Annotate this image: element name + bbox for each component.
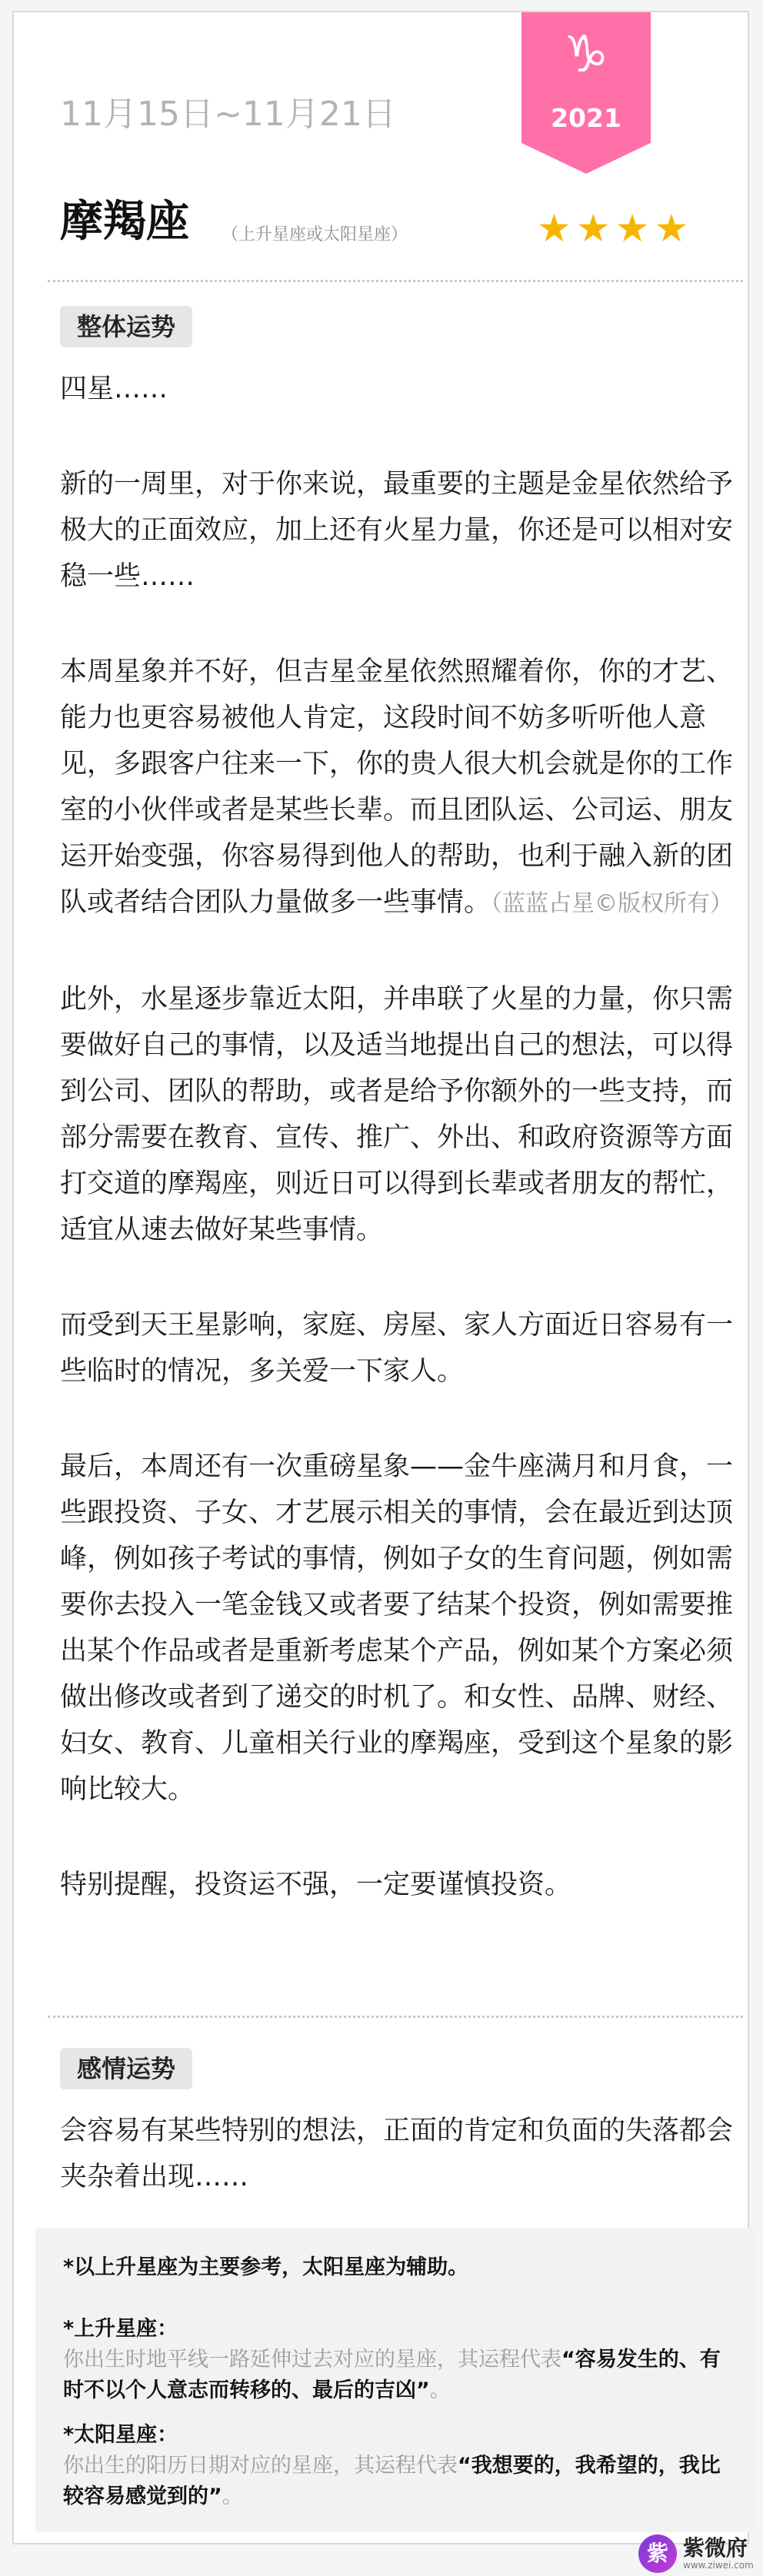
sun-sign-title: *太阳星座： bbox=[63, 2423, 178, 2447]
paragraph: 新的一周里，对于你来说，最重要的主题是金星依然给予极大的正面效应，加上还有火星力量，你还是可以相对安稳一些…… bbox=[60, 469, 734, 592]
divider bbox=[48, 280, 743, 282]
year-ribbon-badge bbox=[521, 12, 651, 174]
date-range: 11月15日~11月21日 bbox=[60, 95, 396, 134]
site-url: www.ziwei.com bbox=[683, 2560, 754, 2571]
sun-sign-end: 。 bbox=[222, 2485, 243, 2508]
paragraph: 会容易有某些特别的想法，正面的肯定和负面的失落都会夹杂着出现…… bbox=[60, 2116, 734, 2192]
sun-sign-quote: “我想要的，我希望的，我比较容易感觉到的” bbox=[63, 2454, 721, 2508]
divider bbox=[48, 2016, 743, 2018]
horoscope-card bbox=[12, 11, 749, 2544]
paragraph: 此外，水星逐步靠近太阳，并串联了火星的力量，你只需要做好自己的事情，以及适当地提出自己的想法，可以得到公司、团队的帮助，或者是给予你额外的一些支持，而部分需要在教育、宣传、推广、外出、和政府资源等方面打交道的摩羯座，则近日可以得到长辈或者朋友的帮忙，适宜从速去做好某些事情。 bbox=[60, 984, 734, 1245]
paragraph bbox=[60, 649, 737, 927]
capricorn-icon: ♑ bbox=[563, 25, 609, 84]
overall-fortune-tag: 整体运势 bbox=[60, 306, 192, 347]
rising-sign-desc: 你出生时地平线一路延伸过去对应的星座，其运程代表 bbox=[63, 2348, 561, 2372]
love-fortune-tag: 感情运势 bbox=[60, 2048, 192, 2089]
site-logo-icon: 紫 bbox=[638, 2534, 677, 2573]
site-name: 紫微府 bbox=[683, 2535, 748, 2561]
overall-fortune-body bbox=[60, 366, 737, 1957]
sign-title: 摩羯座 bbox=[60, 197, 189, 247]
rising-sign-note bbox=[63, 2314, 725, 2406]
rating-stars: ★★★★ bbox=[537, 206, 694, 251]
footnote-box bbox=[35, 2228, 754, 2532]
paragraph: 四星…… bbox=[60, 374, 168, 404]
sun-sign-desc: 你出生的阳历日期对应的星座，其运程代表 bbox=[63, 2454, 458, 2478]
paragraph-text: 本周星象并不好，但吉星金星依然照耀着你，你的才艺、能力也更容易被他人肯定，这段时间不妨多听听他人意见，多跟客户往来一下，你的贵人很大机会就是你的工作室的小伙伴或者是某些长辈。而且团队运、公司运、朋友运开始变强，你容易得到他人的帮助，也利于融入新的团队或者结合团队力量做多一些事情。 bbox=[60, 656, 734, 918]
sun-sign-note bbox=[63, 2420, 725, 2512]
footnote-main: *以上升星座为主要参考，太阳星座为辅助。 bbox=[63, 2255, 469, 2279]
rising-sign-quote: “容易发生的、有时不以个人意志而转移的、最后的吉凶” bbox=[63, 2348, 721, 2402]
sign-subtitle: （上升星座或太阳星座） bbox=[222, 225, 408, 244]
paragraph: 特别提醒，投资运不强，一定要谨慎投资。 bbox=[60, 1870, 572, 1900]
rising-sign-title: *上升星座： bbox=[63, 2317, 178, 2341]
paragraph: 最后，本周还有一次重磅星象——金牛座满月和月食，一些跟投资、子女、才艺展示相关的事情，会在最近到达顶峰，例如孩子考试的事情，例如子女的生育问题，例如需要你去投入一笔金钱又或者要了结某个投资，例如需要推出某个作品或者是重新考虑某个产品，例如某个方案必须做出修改或者到了递交的时机了。和女性、品牌、财经、妇女、教育、儿童相关行业的摩羯座，受到这个星象的影响比较大。 bbox=[60, 1451, 734, 1805]
year-label: 2021 bbox=[551, 103, 621, 133]
site-watermark bbox=[638, 2532, 761, 2575]
site-name-block bbox=[683, 2537, 754, 2571]
copyright-credit: （蓝蓝占星©版权所有） bbox=[491, 890, 734, 917]
rising-sign-end: 。 bbox=[429, 2378, 451, 2402]
paragraph: 而受到天王星影响，家庭、房屋、家人方面近日容易有一些临时的情况，多关爱一下家人。 bbox=[60, 1310, 734, 1387]
